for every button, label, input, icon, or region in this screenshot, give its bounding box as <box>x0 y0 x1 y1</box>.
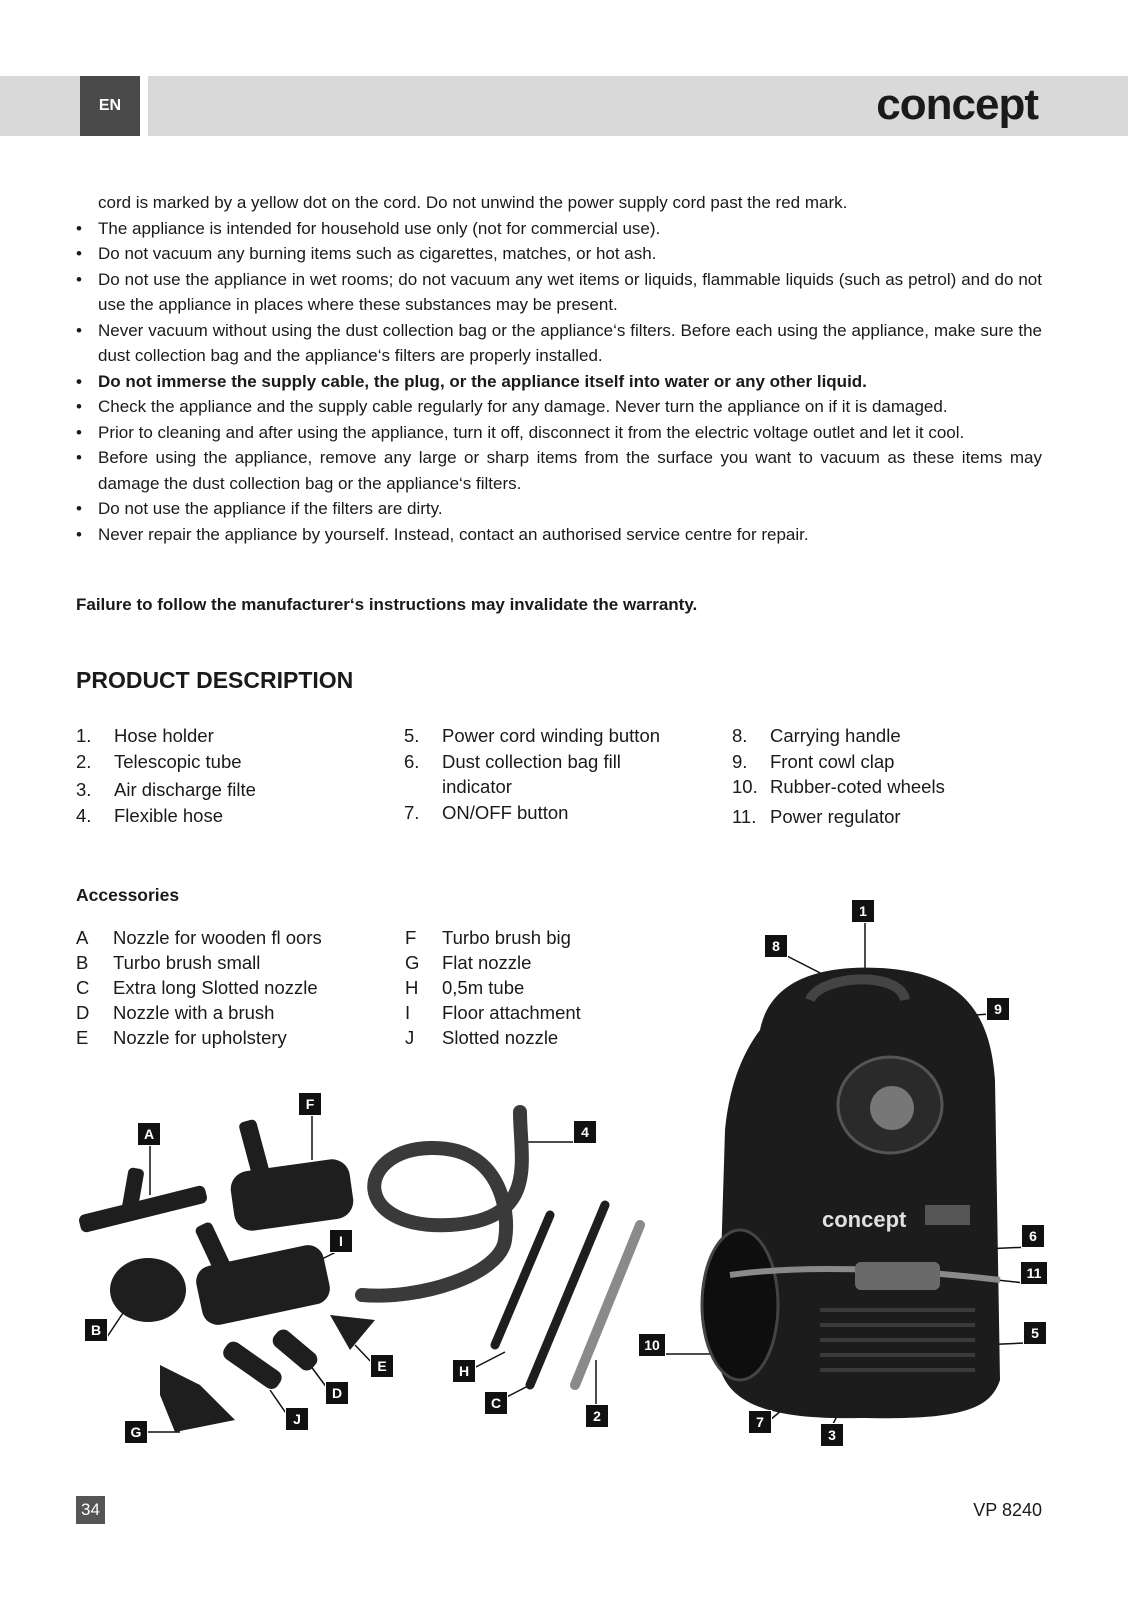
item-number: 4. <box>76 804 92 826</box>
item-number: 2. <box>76 750 92 772</box>
item-letter: G <box>405 952 420 973</box>
item-text: Extra long Slotted nozzle <box>113 977 318 998</box>
item-text: Nozzle for upholstery <box>113 1027 287 1048</box>
item-letter: J <box>405 1027 415 1048</box>
item-letter: A <box>76 927 89 948</box>
item-letter: I <box>405 1002 411 1023</box>
bullet-item: • Check the appliance and the supply cable regularly for any damage. Never turn the appliance on if it is damaged. <box>76 394 1042 420</box>
callout-label-11: 11 <box>1020 1261 1048 1285</box>
item-number: 1. <box>76 725 92 746</box>
callout-label-D: D <box>325 1381 349 1405</box>
item-text: Turbo brush big <box>442 927 571 948</box>
item-letter: D <box>76 1002 90 1023</box>
upholstery-nozzle <box>330 1315 375 1350</box>
bullet-item: • Never repair the appliance by yourself. Instead, contact an authorised service centre for repair. <box>76 522 1042 548</box>
bullet-item: • Do not use the appliance in wet rooms; do not vacuum any wet items or liquids, flammable liquids (such as petrol) and do not use the appliance in places where these substances may be present. <box>76 267 1042 318</box>
item-text: Slotted nozzle <box>442 1027 559 1048</box>
item-text: Power regulator <box>770 805 901 827</box>
turbo-brush-big-neck <box>238 1119 270 1177</box>
turbo-brush-small <box>110 1258 186 1322</box>
brush-nozzle <box>269 1326 320 1373</box>
accessories-title: Accessories <box>76 885 180 905</box>
item-number: 6. <box>404 750 420 772</box>
callout-label-9: 9 <box>986 997 1010 1021</box>
item-text: Nozzle for wooden fl oors <box>113 927 322 948</box>
model-number: VP 8240 <box>973 1500 1042 1520</box>
item-number: 10. <box>732 776 758 797</box>
section-title: PRODUCT DESCRIPTION <box>76 667 354 693</box>
flat-nozzle <box>160 1365 235 1432</box>
item-number: 9. <box>732 750 748 772</box>
item-text: Nozzle with a brush <box>113 1002 275 1023</box>
callout-label-I: I <box>329 1229 353 1253</box>
callout-label-C: C <box>484 1391 508 1415</box>
item-text: Front cowl clap <box>770 750 895 772</box>
item-text: ON/OFF button <box>442 801 569 823</box>
item-text: Dust collection bag fill indicator <box>442 750 621 797</box>
callout-label-8: 8 <box>764 934 788 958</box>
callout-label-7: 7 <box>748 1410 772 1434</box>
item-text: Telescopic tube <box>114 750 242 772</box>
bullet-item: • The appliance is intended for household use only (not for commercial use). <box>76 216 1042 242</box>
callout-label-6: 6 <box>1021 1224 1045 1248</box>
page-number: 34 <box>76 1496 105 1524</box>
continuation-text: cord is marked by a yellow dot on the cord. Do not unwind the power supply cord past the red mark. <box>98 193 848 212</box>
callout-label-J: J <box>285 1407 309 1431</box>
bullet-item-warning: • Do not immerse the supply cable, the plug, or the appliance itself into water or any other liquid. <box>76 369 1042 395</box>
bullet-item: • Never vacuum without using the dust collection bag or the appliance‘s filters. Before each using the appliance, make sure the dust collection bag and the appliance‘s filters are properly installed. <box>76 318 1042 369</box>
item-text: 0,5m tube <box>442 977 525 998</box>
callout-label-F: F <box>298 1092 322 1116</box>
item-text: Carrying handle <box>770 725 901 746</box>
callout-label-G: G <box>124 1420 148 1444</box>
bullet-item: • Do not use the appliance if the filters are dirty. <box>76 496 1042 522</box>
item-text: Flat nozzle <box>442 952 532 973</box>
item-letter: E <box>76 1027 89 1048</box>
brand-logo: concept <box>876 80 1038 129</box>
callout-label-5: 5 <box>1023 1321 1047 1345</box>
callout-label-E: E <box>370 1354 394 1378</box>
callout-label-3: 3 <box>820 1423 844 1447</box>
callout-label-B: B <box>84 1318 108 1342</box>
language-badge: EN <box>80 76 140 136</box>
wooden-floor-nozzle <box>78 1185 208 1234</box>
item-text: Floor attachment <box>442 1002 581 1023</box>
item-number: 8. <box>732 725 748 746</box>
flexible-hose-drawing <box>362 1112 522 1296</box>
item-text: Hose holder <box>114 725 214 746</box>
vacuum-brand-text: concept <box>822 1207 907 1232</box>
callout-label-A: A <box>137 1122 161 1146</box>
bullet-item: • Do not vacuum any burning items such as cigarettes, matches, or hot ash. <box>76 241 1042 267</box>
item-number: 3. <box>76 779 92 800</box>
item-letter: C <box>76 977 90 998</box>
bullet-item: • Prior to cleaning and after using the appliance, turn it off, disconnect it from the electric voltage outlet and let it cool. <box>76 420 1042 446</box>
item-text: Power cord winding button <box>442 725 661 746</box>
item-text: Rubber-coted wheels <box>770 776 945 797</box>
item-text: Turbo brush small <box>113 952 261 973</box>
warranty-note: Failure to follow the manufacturer‘s instructions may invalidate the warranty. <box>76 595 698 614</box>
item-text: Air discharge filte <box>114 779 256 800</box>
item-letter: F <box>405 927 417 948</box>
callout-label-H: H <box>452 1359 476 1383</box>
callout-label-2: 2 <box>585 1404 609 1428</box>
item-number: 5. <box>404 725 420 746</box>
item-number: 11. <box>732 805 757 827</box>
slotted-nozzle <box>220 1338 285 1392</box>
callout-label-10: 10 <box>638 1333 666 1357</box>
item-letter: H <box>405 977 419 998</box>
bullet-item: • Before using the appliance, remove any large or sharp items from the surface you want to vacuum as these items may damage the dust collection bag or the appliance‘s filters. <box>76 445 1042 496</box>
floor-attachment-neck <box>194 1221 234 1278</box>
tube-drawings <box>495 1205 640 1385</box>
item-number: 7. <box>404 801 420 823</box>
item-letter: B <box>76 952 89 973</box>
item-text: Flexible hose <box>114 804 224 826</box>
vacuum-cleaner-drawing <box>702 968 1000 1419</box>
turbo-brush-big <box>228 1157 355 1233</box>
callout-label-1: 1 <box>851 899 875 923</box>
callout-label-4: 4 <box>573 1120 597 1144</box>
